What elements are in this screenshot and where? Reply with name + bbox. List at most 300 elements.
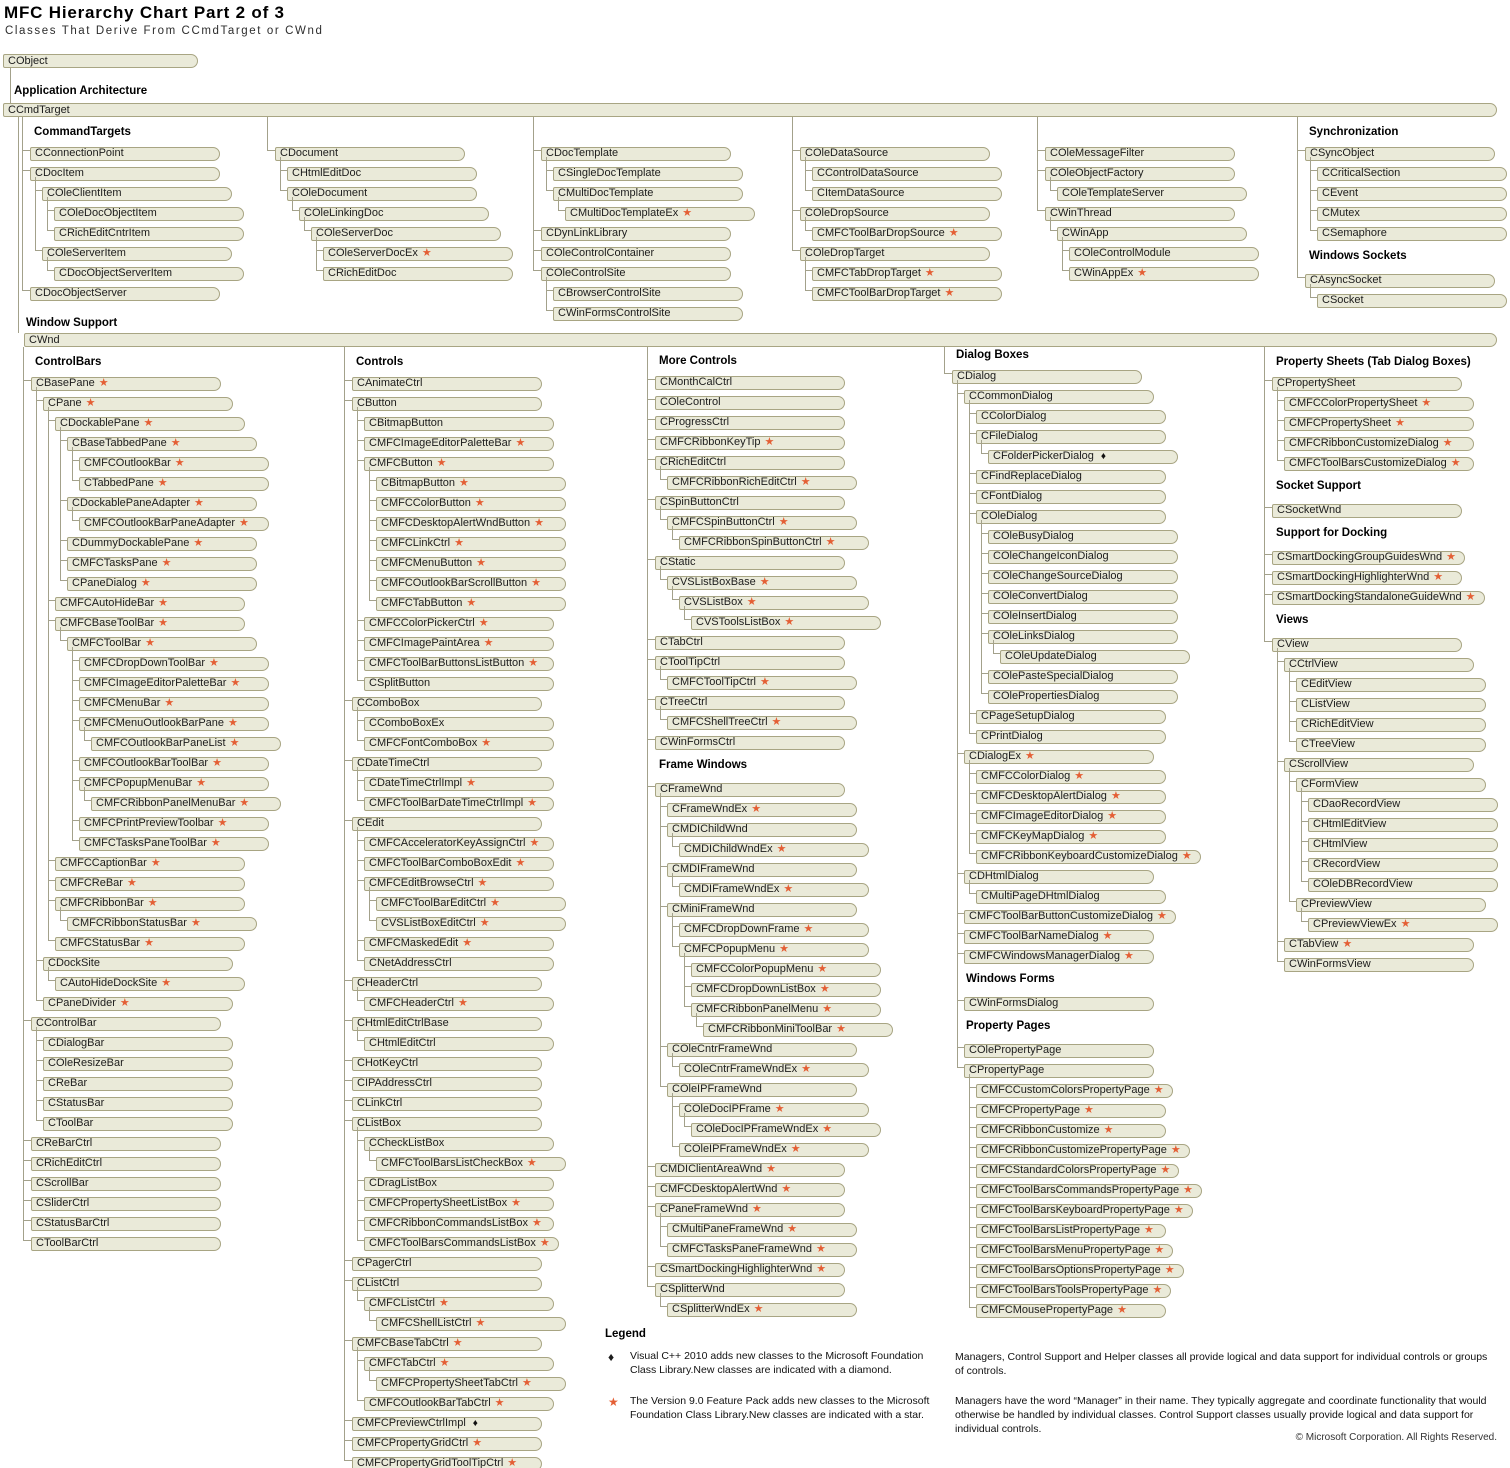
- class-label: CView: [1277, 638, 1309, 650]
- class-label: CMFCToolBarsCommandsPropertyPage: [981, 1184, 1180, 1196]
- class-box-COleDataSource: [800, 147, 990, 161]
- class-box-CFrameWnd: [655, 783, 845, 797]
- class-box-CDocObjectServer: [30, 287, 220, 301]
- star-icon: ★: [746, 595, 757, 608]
- class-box-CMFCRibbonPanelMenu: [691, 1003, 881, 1017]
- class-label: CSliderCtrl: [36, 1197, 90, 1209]
- class-box-CMFCTabDropTarget: [812, 267, 1002, 281]
- tree-node: [553, 283, 755, 303]
- class-label: CMDIClientAreaWnd: [660, 1163, 763, 1175]
- tree-node: [655, 692, 893, 732]
- class-box-COleObjectFactory: [1045, 167, 1235, 181]
- class-box-CBitmapButton: [364, 417, 554, 431]
- class-label: CMFCPropertySheetTabCtrl: [381, 1377, 518, 1389]
- tree-node: [287, 183, 513, 283]
- class-label: CEditView: [1301, 678, 1352, 690]
- class-label: COleDialog: [981, 510, 1038, 522]
- class-box-CItemDataSource: [812, 187, 1002, 201]
- tree-node: [655, 1179, 893, 1199]
- section-header: Windows Forms: [966, 973, 1055, 985]
- class-label: CMFCImageEditorPaletteBar: [84, 677, 227, 689]
- class-box-CMFCToolBarsToolsPropertyPage: [976, 1284, 1171, 1298]
- class-box-CDaoRecordView: [1308, 798, 1498, 812]
- class-box-CMFCPropertyGridToolTipCtrl: [352, 1457, 542, 1468]
- class-label: CDialog: [957, 370, 997, 382]
- class-box-CLinkCtrl: [352, 1097, 542, 1111]
- star-icon: ★: [1117, 1303, 1127, 1316]
- star-icon: ★: [1421, 396, 1432, 409]
- class-label: CRichEditCtrl: [660, 456, 727, 468]
- class-label: COleDocIPFrame: [684, 1103, 771, 1115]
- class-box-CMFCImageEditorPaletteBar: [364, 437, 554, 451]
- connector-spine: [1264, 347, 1265, 642]
- tree-node: [800, 203, 1002, 243]
- tree-node: [1305, 143, 1507, 243]
- star-icon: ★: [1152, 1283, 1163, 1296]
- section-header-window-support: Window Support: [26, 317, 118, 329]
- class-label: CToolTipCtrl: [660, 656, 721, 668]
- class-box-CFrameWndEx: [667, 803, 857, 817]
- class-label: CMFCToolBarDropSource: [817, 227, 945, 239]
- class-label: CMFCCustomColorsPropertyPage: [981, 1084, 1150, 1096]
- tree-node: [988, 606, 1202, 626]
- class-box-CMFCMenuBar: [79, 697, 269, 711]
- class-label: CEdit: [357, 817, 384, 829]
- tree-node: [43, 1053, 281, 1073]
- class-box-CMFCOutlookBarTabCtrl: [364, 1397, 554, 1411]
- class-box-CBitmapButton: [376, 477, 566, 491]
- tree-node: [812, 283, 1002, 303]
- legend-text: The Version 9.0 Feature Pack adds new classes to the Microsoft Foundation Class Library.New classes are indicated with a star.: [630, 1395, 930, 1421]
- tree-column-5: [1305, 126, 1507, 310]
- tree-node: [55, 873, 281, 893]
- class-label: CFileDialog: [981, 430, 1038, 442]
- class-box-CDateTimeCtrlImpl: [364, 777, 554, 791]
- star-icon: ★: [787, 1222, 798, 1235]
- tree-node: [54, 203, 244, 223]
- class-box-CMFCToolBarsCustomizeDialog: [1284, 457, 1474, 471]
- tree-node: [976, 406, 1202, 426]
- class-box-COlePropertyPage: [964, 1044, 1154, 1058]
- tree-column-9: [952, 349, 1202, 1320]
- class-label: CDocItem: [35, 167, 84, 179]
- tree-node: [364, 1233, 566, 1253]
- class-label: CTabView: [1289, 938, 1339, 950]
- class-box-CMFCAcceleratorKeyAssignCtrl: [364, 837, 554, 851]
- class-label: CSingleDocTemplate: [558, 167, 661, 179]
- tree-node: [1317, 223, 1507, 243]
- star-icon: ★: [924, 266, 935, 279]
- star-icon: ★: [161, 556, 172, 569]
- tree-node: [667, 672, 893, 692]
- star-icon: ★: [511, 1196, 522, 1209]
- class-label: CPaneDialog: [72, 577, 137, 589]
- star-icon: ★: [1102, 929, 1113, 942]
- class-box-CMFCColorPickerCtrl: [364, 617, 554, 631]
- class-label: CMFCTabCtrl: [369, 1357, 436, 1369]
- class-label: CTreeView: [1301, 738, 1355, 750]
- class-box-CMFCToolBarDropTarget: [812, 287, 1002, 301]
- star-icon: ★: [817, 962, 828, 975]
- diamond-icon: ♦: [472, 1417, 478, 1429]
- class-box-CStatusBar: [43, 1097, 233, 1111]
- class-label: CMFCRibbonCustomizeDialog: [1289, 437, 1439, 449]
- class-box-CSmartDockingHighlighterWnd: [1272, 571, 1462, 585]
- class-box-CSmartDockingHighlighterWnd: [655, 1263, 845, 1277]
- class-label: CToolBar: [48, 1117, 94, 1129]
- tree-node: [976, 1080, 1202, 1100]
- class-box-CMFCCustomColorsPropertyPage: [976, 1084, 1173, 1098]
- star-icon: ★: [85, 396, 96, 409]
- class-box-CColorDialog: [976, 410, 1166, 424]
- class-label: CSplitterWndEx: [672, 1303, 750, 1315]
- tree-node: [679, 1139, 893, 1159]
- class-label: CHtmlEditCtrl: [369, 1037, 436, 1049]
- class-label: COleServerDoc: [316, 227, 394, 239]
- class-label: CConnectionPoint: [35, 147, 124, 159]
- star-icon: ★: [439, 1356, 450, 1369]
- class-label: CEvent: [1322, 187, 1359, 199]
- class-label: COleControl: [660, 396, 721, 408]
- class-label: COleLinkingDoc: [304, 207, 384, 219]
- tree-node: [352, 1253, 566, 1273]
- tree-node: [1057, 183, 1259, 203]
- star-icon: ★: [682, 206, 693, 219]
- class-box-CPaneDialog: [67, 577, 257, 591]
- tree-node: [655, 652, 893, 692]
- class-box-CMFCToolBarsListCheckBox: [376, 1157, 566, 1171]
- tree-node: [541, 263, 755, 323]
- class-box-CNetAddressCtrl: [364, 957, 554, 971]
- class-box-CSocketWnd: [1272, 504, 1462, 518]
- tree-node: [655, 452, 893, 492]
- tree-node: [667, 1219, 893, 1239]
- tree-node: [952, 366, 1202, 1320]
- star-icon: ★: [801, 1062, 811, 1075]
- class-box-CDateTimeCtrl: [352, 757, 542, 771]
- tree-node: [376, 573, 566, 593]
- tree-node: [364, 1133, 566, 1173]
- star-icon: ★: [239, 516, 249, 529]
- class-label: CMFCImagePaintArea: [369, 637, 480, 649]
- class-label: CSmartDockingHighlighterWnd: [1277, 571, 1430, 583]
- tree-node: [655, 779, 893, 1159]
- tree-node: [352, 1273, 566, 1333]
- tree-node: [67, 913, 281, 933]
- class-box-CHtmlEditCtrl: [364, 1037, 554, 1051]
- star-icon: ★: [1088, 829, 1099, 842]
- tree-node: [55, 973, 281, 993]
- tree-node: [43, 953, 281, 993]
- tree-node: [655, 412, 893, 432]
- star-icon: ★: [452, 1336, 463, 1349]
- class-label: CMFCPropertyGridToolTipCtrl: [357, 1457, 504, 1468]
- class-label: COleDataSource: [805, 147, 889, 159]
- tree-node: [79, 653, 281, 673]
- connector-cobject-ccmdtarget: [10, 68, 11, 103]
- tree-node: [1308, 794, 1498, 814]
- legend: [605, 1328, 945, 1340]
- tree-node: [376, 513, 566, 533]
- star-icon: ★: [790, 1142, 801, 1155]
- class-label: CMDIChildWndEx: [684, 843, 773, 855]
- class-label: CFrameWndEx: [672, 803, 748, 815]
- class-label: CMFCMousePropertyPage: [981, 1304, 1114, 1316]
- class-box-CMFCHeaderCtrl: [364, 997, 554, 1011]
- class-label: CMFCColorPopupMenu: [696, 963, 814, 975]
- section-header: Controls: [356, 356, 404, 368]
- class-label: COleBusyDialog: [993, 530, 1074, 542]
- tree-node: [1284, 393, 1498, 413]
- class-label: COleMessageFilter: [1050, 147, 1145, 159]
- star-icon: ★: [1400, 917, 1411, 930]
- class-label: CMFCToolBarsCustomizeDialog: [1289, 457, 1447, 469]
- class-label: CMFCRibbonSpinButtonCtrl: [684, 536, 822, 548]
- tree-node: [1045, 203, 1259, 283]
- star-icon: ★: [800, 475, 811, 488]
- class-label: CAnimateCtrl: [357, 377, 423, 389]
- class-label: CControlDataSource: [817, 167, 919, 179]
- star-icon: ★: [477, 876, 488, 889]
- star-icon: ★: [161, 976, 172, 989]
- class-label: CDummyDockablePane: [72, 537, 190, 549]
- tree-node: [976, 1300, 1202, 1320]
- class-label: CPagerCtrl: [357, 1257, 412, 1269]
- class-label: CMFCToolBar: [72, 637, 142, 649]
- tree-node: [1272, 587, 1498, 607]
- class-label: CMFCOutlookBarPaneList: [96, 737, 226, 749]
- star-icon: ★: [778, 515, 789, 528]
- class-box-CMFCSpinButtonCtrl: [667, 516, 857, 530]
- class-box-CMFCPropertyGridCtrl: [352, 1437, 542, 1451]
- class-box-CMFCPropertySheetListBox: [364, 1197, 554, 1211]
- notes-paragraph-2: Managers have the word “Manager” in their name. They typically aggregate and coordinate functionality that would otherwise be handled by individual classes. Control Support classes usually provide logical and data support for individual controls.: [955, 1395, 1487, 1435]
- tree-node: [976, 1160, 1202, 1180]
- class-label: CMFCPropertySheet: [1289, 417, 1392, 429]
- class-label: CTreeCtrl: [660, 696, 708, 708]
- tree-node: [1284, 654, 1498, 754]
- tree-node: [976, 426, 1202, 466]
- class-box-CVSListBoxBase: [667, 576, 857, 590]
- star-icon: ★: [144, 936, 154, 949]
- class-box-CMFCColorButton: [376, 497, 566, 511]
- class-label: CListView: [1301, 698, 1350, 710]
- class-label: CBitmapButton: [381, 477, 455, 489]
- class-label: CMFCToolBarComboBoxEdit: [369, 857, 512, 869]
- section-header: Frame Windows: [659, 759, 748, 771]
- class-box-CMFCRibbonKeyboardCustomizeDialog: [976, 850, 1201, 864]
- class-label: CControlBar: [36, 1017, 97, 1029]
- class-label: CDialogBar: [48, 1037, 105, 1049]
- class-box-CMDIFrameWnd: [667, 863, 857, 877]
- star-icon: ★: [539, 1236, 550, 1249]
- class-box-CMFCTabCtrl: [364, 1357, 554, 1371]
- class-box-CMDIFrameWndEx: [679, 883, 869, 897]
- tree-node: [691, 999, 893, 1039]
- tree-node: [364, 953, 566, 973]
- class-label: COleChangeSourceDialog: [993, 570, 1123, 582]
- star-icon: ★: [143, 416, 154, 429]
- class-box-CHtmlEditView: [1308, 818, 1498, 832]
- star-icon: ★: [1442, 436, 1453, 449]
- class-label: CSmartDockingGroupGuidesWnd: [1277, 551, 1443, 563]
- class-label: CMFCMenuButton: [381, 557, 473, 569]
- star-icon: ★: [1103, 1123, 1114, 1136]
- star-icon: ★: [212, 756, 222, 769]
- tree-node: [364, 673, 566, 693]
- class-box-CMFCPropertySheetTabCtrl: [376, 1377, 566, 1391]
- tree-column-10: [1272, 356, 1498, 974]
- class-box-CPropertySheet: [1272, 377, 1462, 391]
- class-label: CMultiPageDHtmlDialog: [981, 890, 1100, 902]
- tree-node: [376, 913, 566, 933]
- class-box-CMFCToolBarDateTimeCtrlImpl: [364, 797, 554, 811]
- class-label: CDaoRecordView: [1313, 798, 1401, 810]
- section-header: Socket Support: [1276, 480, 1361, 492]
- class-box-CMFCToolBarsListPropertyPage: [976, 1224, 1166, 1238]
- class-box-CConnectionPoint: [30, 147, 220, 161]
- class-box-CPageSetupDialog: [976, 710, 1166, 724]
- class-label: COleControlSite: [546, 267, 626, 279]
- class-label: CDateTimeCtrlImpl: [369, 777, 463, 789]
- tree-node: [1284, 453, 1498, 473]
- class-label: COlePasteSpecialDialog: [993, 670, 1114, 682]
- class-label: CSocketWnd: [1277, 504, 1342, 516]
- tree-node: [311, 223, 513, 283]
- class-label: CMFCToolBarsListPropertyPage: [981, 1224, 1140, 1236]
- star-icon: ★: [1154, 1243, 1165, 1256]
- class-box-COleControlModule: [1069, 247, 1259, 261]
- class-label: CDockablePaneAdapter: [72, 497, 191, 509]
- class-box-CTabCtrl: [655, 636, 845, 650]
- tree-node: [691, 1119, 893, 1139]
- tree-node: [679, 919, 893, 939]
- class-box-CComboBox: [352, 697, 542, 711]
- class-label: COleChangeIconDialog: [993, 550, 1109, 562]
- tree-node: [667, 799, 893, 819]
- class-label: CSemaphore: [1322, 227, 1387, 239]
- class-box-CMFCPopupMenu: [679, 943, 869, 957]
- class-box-CProgressCtrl: [655, 416, 845, 430]
- section-header: Dialog Boxes: [956, 349, 1029, 361]
- tree-node: [67, 633, 281, 853]
- tree-node: [79, 693, 281, 713]
- tree-node: [976, 786, 1202, 806]
- star-icon: ★: [475, 1316, 486, 1329]
- star-icon: ★: [472, 1436, 483, 1449]
- star-icon: ★: [1160, 1163, 1171, 1176]
- class-box-COleDocObjectItem: [54, 207, 244, 221]
- tree-column-6: [31, 356, 281, 1253]
- tree-column-1: [275, 143, 513, 283]
- class-box-CMFCFontComboBox: [364, 737, 554, 751]
- tree-node: [964, 386, 1202, 746]
- class-label: COleServerItem: [47, 247, 126, 259]
- star-icon: ★: [774, 1102, 785, 1115]
- tree-node: [976, 1260, 1202, 1280]
- class-box-CRichEditCtrl: [31, 1157, 221, 1171]
- tree-node: [1317, 163, 1507, 183]
- tree-node: [364, 1193, 566, 1213]
- tree-node: [976, 826, 1202, 846]
- tree-node: [376, 533, 566, 553]
- star-icon: ★: [145, 636, 155, 649]
- connector-spine: [344, 347, 345, 1461]
- tree-node: [43, 1033, 281, 1053]
- star-icon: ★: [1173, 1203, 1184, 1216]
- class-label: CNetAddressCtrl: [369, 957, 452, 969]
- tree-node: [352, 1433, 566, 1453]
- class-label: CWinFormsDialog: [969, 997, 1059, 1009]
- tree-node: [43, 1073, 281, 1093]
- tree-node: [1317, 290, 1507, 310]
- star-icon: ★: [1143, 1223, 1154, 1236]
- class-label: CMFCAutoHideBar: [60, 597, 155, 609]
- class-box-CMFCToolBarComboBoxEdit: [364, 857, 554, 871]
- class-label: CMFCReBar: [60, 877, 123, 889]
- class-label: CMFCRibbonKeyboardCustomizeDialog: [981, 850, 1178, 862]
- tree-node: [31, 1233, 281, 1253]
- star-icon: ★: [759, 675, 770, 688]
- star-icon: ★: [751, 802, 762, 815]
- class-label: CCtrlView: [1289, 658, 1338, 670]
- class-box-CStatic: [655, 556, 845, 570]
- tree-node: [55, 853, 281, 873]
- class-box-CDocItem: [30, 167, 220, 181]
- class-box-CDockablePane: [55, 417, 245, 431]
- class-box-CMFCRibbonSpinButtonCtrl: [679, 536, 869, 550]
- tree-node: [54, 223, 244, 243]
- class-box-CMFCImageEditorPaletteBar: [79, 677, 269, 691]
- class-label: COleServerDocEx: [328, 247, 418, 259]
- star-icon: ★: [170, 436, 181, 449]
- class-box-CTreeView: [1296, 738, 1486, 752]
- star-icon: ★: [98, 376, 109, 389]
- class-label: CItemDataSource: [817, 187, 905, 199]
- tree-node: [79, 453, 281, 473]
- class-label: CCmdTarget: [8, 103, 70, 116]
- star-icon: ★: [528, 656, 539, 669]
- class-box-CHeaderCtrl: [352, 977, 542, 991]
- class-label: CScrollBar: [36, 1177, 89, 1189]
- class-label: CButton: [357, 397, 397, 409]
- class-box-CSemaphore: [1317, 227, 1507, 241]
- class-box-CFindReplaceDialog: [976, 470, 1166, 484]
- class-box-CMFCToolBarsKeyboardPropertyPage: [976, 1204, 1193, 1218]
- class-label: CMFCOutlookBarPaneAdapter: [84, 517, 236, 529]
- class-box-CMFCRibbonMiniToolBar: [703, 1023, 893, 1037]
- class-label: CMFCColorPropertySheet: [1289, 397, 1418, 409]
- class-box-CMFCEditBrowseCtrl: [364, 877, 554, 891]
- class-box-COleLinkingDoc: [299, 207, 489, 221]
- class-label: CMFCDesktopAlertDialog: [981, 790, 1107, 802]
- tree-node: [964, 1040, 1202, 1060]
- class-box-CMFCRibbonCustomize: [976, 1124, 1166, 1138]
- star-icon: ★: [515, 856, 526, 869]
- star-icon: ★: [190, 916, 201, 929]
- class-label: CSmartDockingStandaloneGuideWnd: [1277, 591, 1462, 603]
- class-label: CMFCToolBarButtonCustomizeDialog: [969, 910, 1154, 922]
- star-icon: ★: [529, 836, 540, 849]
- tree-node: [988, 526, 1202, 546]
- class-box-COleLinksDialog: [988, 630, 1178, 644]
- star-icon: ★: [1124, 949, 1134, 962]
- star-icon: ★: [816, 1262, 827, 1275]
- tree-node: [364, 773, 566, 793]
- tree-node: [691, 979, 893, 999]
- tree-column-0: [30, 126, 244, 303]
- tree-node: [988, 666, 1202, 686]
